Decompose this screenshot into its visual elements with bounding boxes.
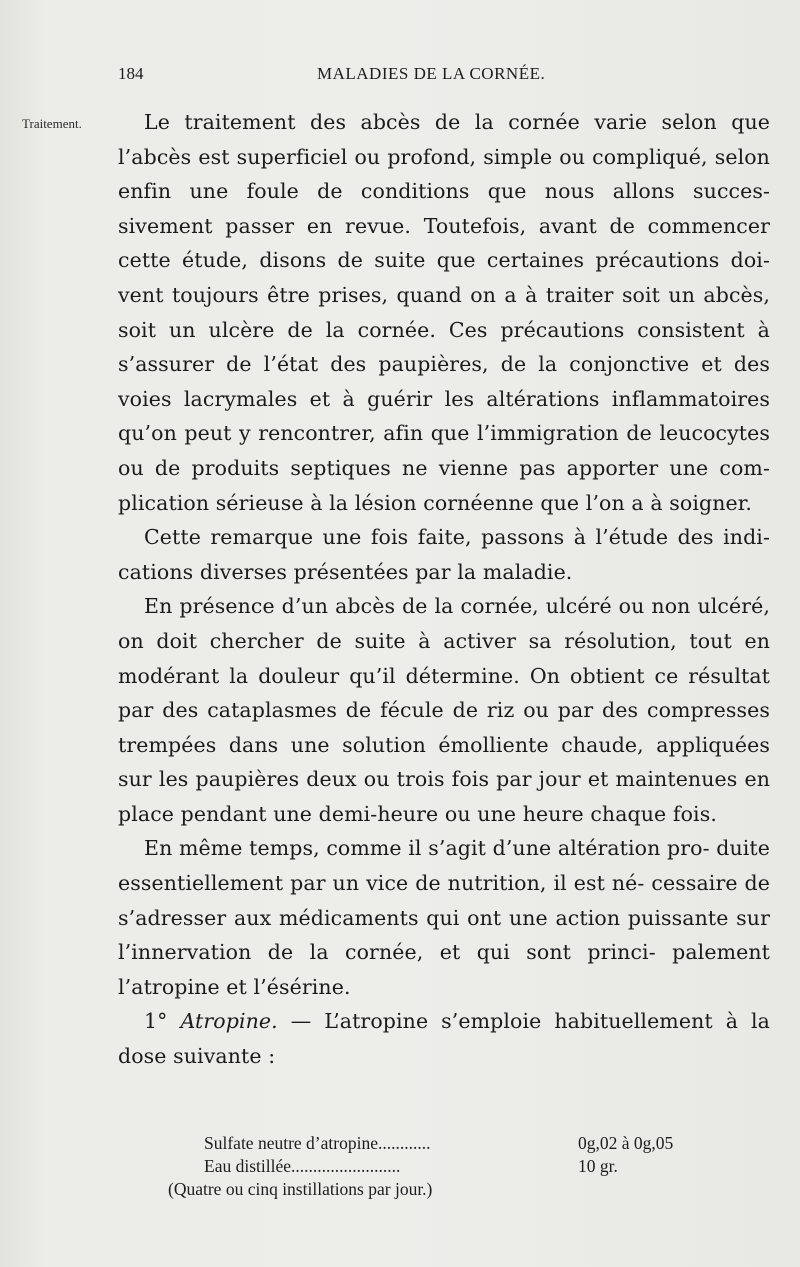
text-line: Cette remarque une fois faite, passons à l’étude des indi- [144, 525, 770, 550]
text-line: résultat par des cataplasmes de fécule de riz ou par des [118, 663, 770, 723]
text-line: compresses trempées dans une solution émolliente chaude, [118, 698, 770, 757]
text-line: qu’on peut y rencontrer, afin que l’immigration de leucocytes [118, 421, 770, 446]
text-line: cations diverses présentées par la maladie. [118, 559, 573, 584]
prescription-note: (Quatre ou cinq instillations par jour.) [168, 1179, 433, 1199]
prescription-item: Sulfate neutre d’atropine............ [204, 1133, 431, 1153]
text-line: soit un ulcère de la cornée. Ces précautions consistent à [118, 317, 770, 342]
text-line: sivement passer en revue. Toutefois, avant de commencer [118, 213, 770, 238]
text-line: — L’atropine s’emploie habituellement à la [277, 1009, 770, 1034]
paragraph-atropine [118, 1004, 770, 1073]
text-line: plication sérieuse à la lésion cornéenne que l’on a à soigner. [118, 490, 753, 515]
text-line: ulcéré, on doit chercher de suite à activer sa résolution, [118, 594, 770, 653]
text-line: maintenues en place pendant une demi-heure ou une heure [118, 767, 770, 826]
paragraph-nutrition [118, 831, 770, 1004]
text-line: s’assurer de l’état des paupières, de la conjonctive et des [118, 352, 770, 377]
text-line: dose suivante : [118, 1044, 276, 1069]
prescription-dose: 10 gr. [578, 1156, 618, 1176]
body-text [118, 105, 770, 1074]
text-line: cette étude, disons de suite que certaines précautions doi- [118, 248, 770, 273]
prescription-block [168, 1132, 708, 1201]
text-line: Le traitement des abcès de la cornée varie selon que [144, 110, 770, 134]
prescription-dose: 0g,02 à 0g,05 [578, 1133, 674, 1153]
page-header [118, 64, 758, 92]
prescription-note-row [168, 1178, 708, 1201]
running-title: MALADIES DE LA CORNÉE. [317, 64, 546, 83]
text-line: tout en modérant la douleur qu’il détermine. On obtient ce [118, 628, 770, 688]
text-line: vent toujours être prises, quand on a à traiter soit un abcès, [118, 282, 770, 307]
text-line: En présence d’un abcès de la cornée, ulcéré ou non [144, 594, 691, 619]
text-line: cessaire de s’adresser aux médicaments qui ont une action [118, 871, 770, 930]
text-line: voies lacrymales et à guérir les altérations inflammatoires [118, 386, 770, 411]
text-line: palement l’atropine et l’ésérine. [118, 940, 770, 999]
text-line: ou de produits septiques ne vienne pas apporter une com- [118, 455, 770, 480]
text-line: duite essentiellement par un vice de nutrition, il est né- [118, 836, 770, 896]
atropine-term: Atropine. [180, 1009, 278, 1034]
text-line: appliquées sur les paupières deux ou trois fois par jour et [118, 732, 770, 792]
text-line: selon enfin une foule de conditions que nous allons succes- [118, 144, 770, 204]
text-line: l’abcès est superficiel ou profond, simple ou compliqué, [118, 144, 708, 169]
prescription-row [168, 1132, 708, 1155]
text-line: chaque fois. [590, 801, 717, 826]
paragraph-treatment-intro [118, 105, 770, 520]
prescription-row [168, 1155, 708, 1178]
margin-note: Traitement. [22, 116, 82, 131]
item-number: 1° [144, 1009, 168, 1034]
paragraph-abscess [118, 589, 770, 831]
paragraph-remark [118, 520, 770, 589]
text-line: puissante sur l’innervation de la cornée, et qui sont princi- [118, 905, 771, 965]
prescription-item: Eau distillée......................... [204, 1156, 401, 1176]
text-line: En même temps, comme il s’agit d’une altération pro- [144, 836, 710, 861]
page-number: 184 [118, 64, 144, 83]
